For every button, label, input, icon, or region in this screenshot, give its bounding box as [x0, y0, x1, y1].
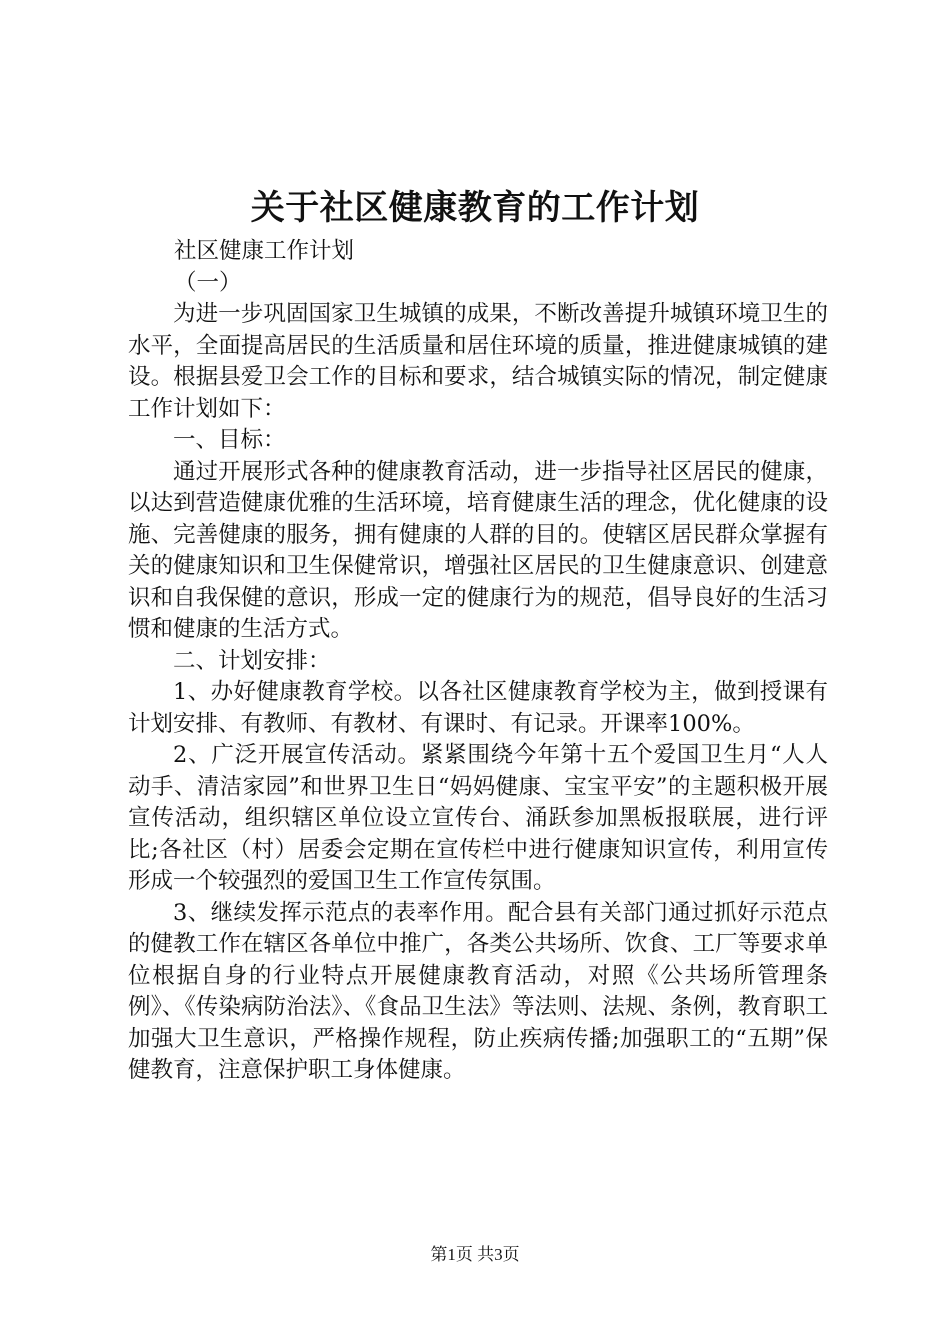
goal-heading: 一、目标： [173, 427, 286, 453]
document-body [128, 236, 828, 1087]
subtitle-paragraph: 社区健康工作计划 [174, 238, 355, 264]
plan-item-2: 2、广泛开展宣传活动。紧紧围绕今年第十五个爱国卫生月“人人动手、清洁家园”和世界卫生日“妈妈健康、宝宝平安”的主题积极开展宣传活动，组织辖区单位设立宣传台、涌跃参加黑板报联展，进行评比;各社区（村）居委会定期在宣传栏中进行健康知识宣传，利用宣传形成一个较强烈的爱国卫生工作宣传氛围。 [128, 742, 828, 894]
plan-heading: 二、计划安排： [173, 647, 331, 674]
section-number-paragraph: （一） [174, 269, 242, 296]
page-footer: 第1页 共3页 [430, 1245, 520, 1264]
document-title: 关于社区健康教育的工作计划 [250, 188, 700, 228]
plan-item-1: 1、办好健康教育学校。以各社区健康教育学校为主，做到授课有计划安排、有教师、有教材、有课时、有记录。开课率100%。 [128, 679, 828, 737]
goal-paragraph: 通过开展形式各种的健康教育活动，进一步指导社区居民的健康，以达到营造健康优雅的生活环境，培育健康生活的理念，优化健康的设施、完善健康的服务，拥有健康的人群的目的。使辖区居民群众掌握有关的健康知识和卫生保健常识，增强社区居民的卫生健康意识、创建意识和自我保健的意识，形成一定的健康行为的规范，倡导良好的生活习惯和健康的生活方式。 [128, 458, 828, 642]
intro-paragraph: 为进一步巩固国家卫生城镇的成果，不断改善提升城镇环境卫生的水平，全面提高居民的生活质量和居住环境的质量，推进健康城镇的建设。根据县爱卫会工作的目标和要求，结合城镇实际的情况，制定健康工作计划如下： [128, 301, 828, 422]
plan-item-3: 3、继续发挥示范点的表率作用。配合县有关部门通过抓好示范点的健教工作在辖区各单位中推广，各类公共场所、饮食、工厂等要求单位根据自身的行业特点开展健康教育活动，对照《公共场所管理条例》、《传染病防治法》、《食品卫生法》等法则、法规、条例，教育职工加强大卫生意识，严格操作规程，防止疾病传播;加强职工的“五期”保健教育，注意保护职工身体健康。 [128, 899, 828, 1083]
